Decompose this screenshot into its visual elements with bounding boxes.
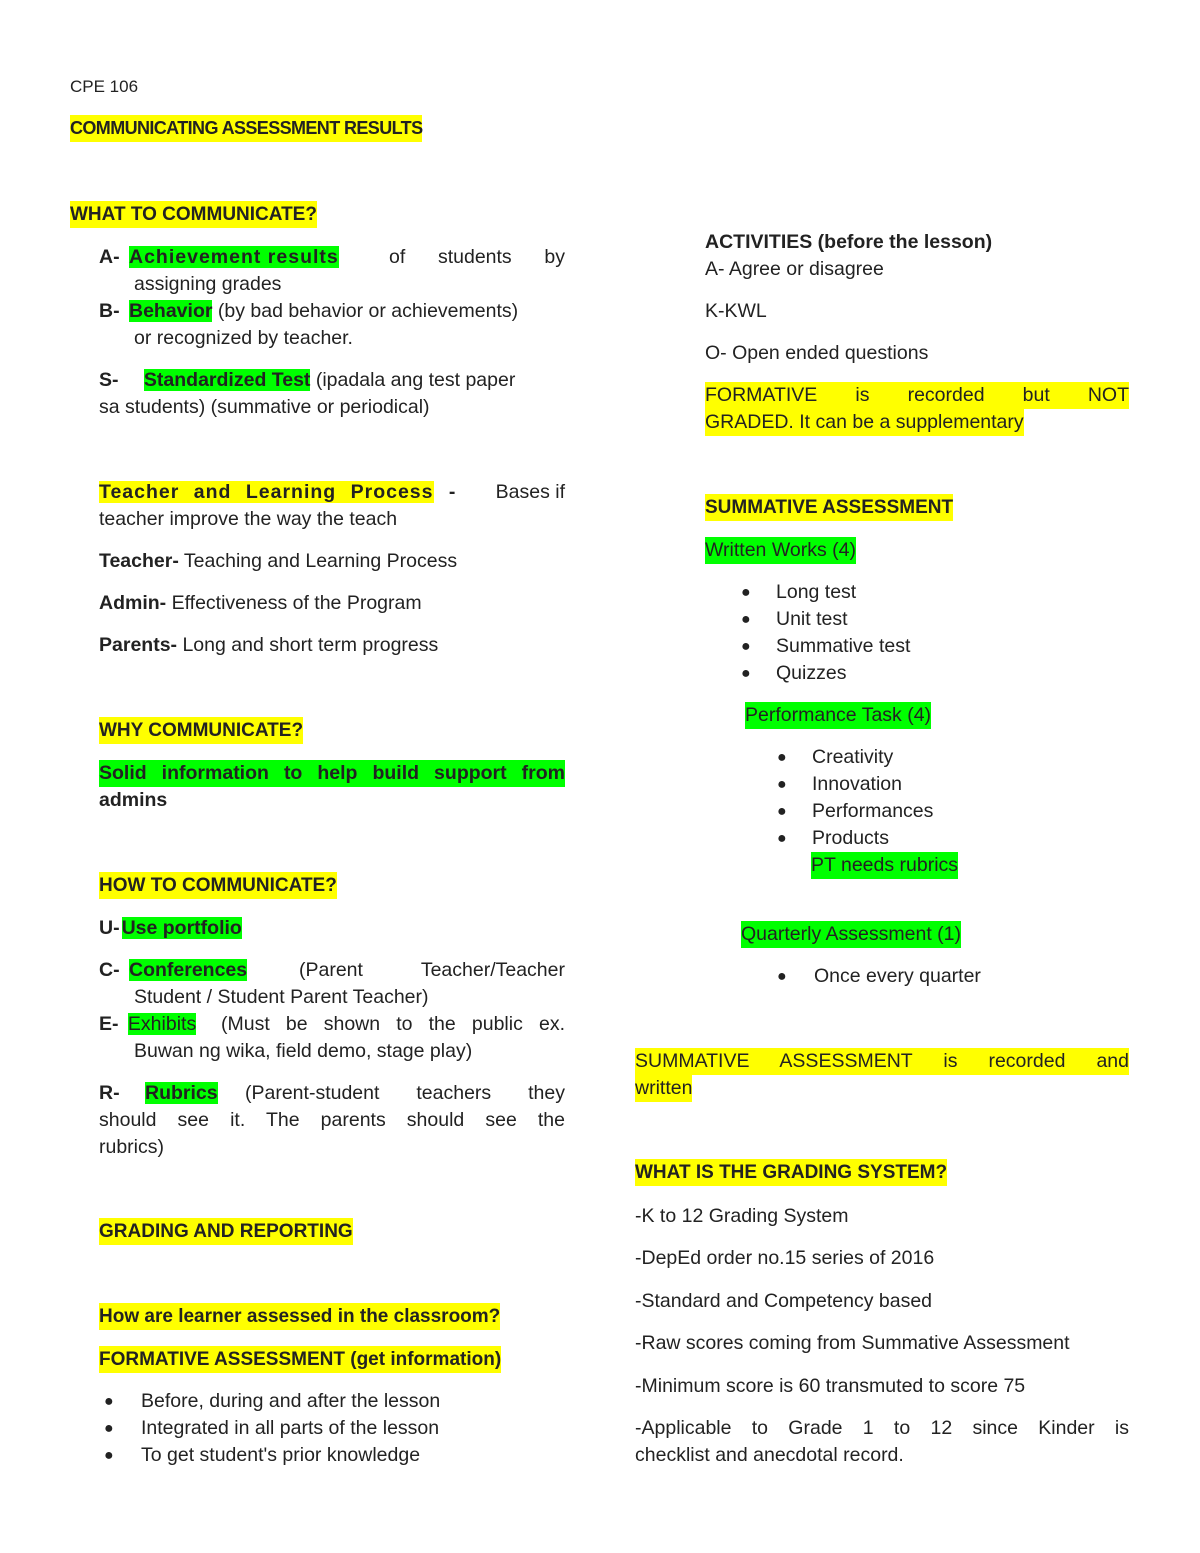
- item-e-cont: Buwan ng wika, field demo, stage play): [134, 1040, 473, 1062]
- item-e: E- Exhibits (Must be shown to the public ex.: [99, 1013, 565, 1035]
- term-tlp: Teacher and Learning Process: [99, 481, 434, 503]
- tlp-cont: teacher improve the way the teach: [99, 508, 398, 530]
- admin-line: Admin- Effectiveness of the Program: [99, 592, 422, 614]
- why-line2: admins: [99, 789, 168, 811]
- grading-system-heading: WHAT IS THE GRADING SYSTEM?: [635, 1159, 947, 1186]
- list-item: ● Creativity: [777, 746, 894, 768]
- course-code: CPE 106: [70, 77, 139, 96]
- list-item: ● Summative test: [741, 635, 911, 657]
- list-item: ● Once every quarter: [777, 965, 981, 987]
- grading-heading: GRADING AND REPORTING: [99, 1218, 353, 1245]
- system-line-6b: checklist and anecdotal record.: [635, 1444, 904, 1466]
- parents-line: Parents- Long and short term progress: [99, 634, 439, 656]
- formative-heading: FORMATIVE ASSESSMENT (get information): [99, 1346, 501, 1373]
- activity-k: K-KWL: [705, 300, 767, 322]
- item-c-cont: Student / Student Parent Teacher): [134, 986, 429, 1008]
- summative-heading: SUMMATIVE ASSESSMENT: [705, 494, 953, 521]
- why-heading: WHY COMMUNICATE?: [99, 717, 303, 744]
- item-r-cont2: rubrics): [99, 1136, 165, 1158]
- activity-o: O- Open ended questions: [705, 342, 929, 364]
- document-title: COMMUNICATING ASSESSMENT RESULTS: [70, 115, 422, 142]
- term-exhibits: Exhibits: [127, 1013, 197, 1035]
- system-line-6a: -Applicable to Grade 1 to 12 since Kinder is: [635, 1417, 1129, 1439]
- item-r-cont1: should see it. The parents should see the: [99, 1109, 565, 1131]
- formative-note1: FORMATIVE is recorded but NOT: [705, 382, 1129, 409]
- pt-rubrics-note: PT needs rubrics: [811, 852, 958, 879]
- quarterly-label: Quarterly Assessment (1): [741, 921, 961, 948]
- term-rubrics: Rubrics: [145, 1082, 218, 1104]
- performance-task-label: Performance Task (4): [745, 702, 931, 729]
- system-line-5: -Minimum score is 60 transmuted to score 75: [635, 1375, 1026, 1397]
- system-line-3: -Standard and Competency based: [635, 1290, 933, 1312]
- item-s-cont: sa students) (summative or periodical): [99, 396, 430, 418]
- written-works-label: Written Works (4): [705, 537, 856, 564]
- what-heading: WHAT TO COMMUNICATE?: [70, 201, 317, 228]
- item-u: U- Use portfolio: [99, 917, 242, 939]
- how-heading: HOW TO COMMUNICATE?: [99, 872, 337, 899]
- item-r: R- Rubrics (Parent-student teachers they: [99, 1082, 565, 1104]
- grading-question: How are learner assessed in the classroom?: [99, 1303, 500, 1330]
- formative-note2: GRADED. It can be a supplementary: [705, 409, 1024, 436]
- list-item: ● Long test: [741, 581, 857, 603]
- item-c: C- Conferences (Parent Teacher/Teacher: [99, 959, 565, 981]
- item-b-cont: or recognized by teacher.: [134, 327, 353, 349]
- summative-note1: SUMMATIVE ASSESSMENT is recorded and: [635, 1048, 1129, 1075]
- term-portfolio: Use portfolio: [121, 917, 242, 939]
- item-s: S- Standardized Test (ipadala ang test paper: [99, 369, 516, 391]
- item-a-cont: assigning grades: [134, 273, 282, 295]
- term-behavior: Behavior: [129, 300, 213, 322]
- list-item: ● Unit test: [741, 608, 848, 630]
- teacher-line: Teacher- Teaching and Learning Process: [99, 550, 458, 572]
- system-line-2: -DepEd order no.15 series of 2016: [635, 1247, 935, 1269]
- system-line-4: -Raw scores coming from Summative Assessment: [635, 1332, 1070, 1354]
- list-item: ● Innovation: [777, 773, 902, 795]
- system-line-1: -K to 12 Grading System: [635, 1205, 849, 1227]
- why-line1: Solid information to help build support from: [99, 760, 565, 787]
- activities-heading: ACTIVITIES (before the lesson): [705, 231, 993, 253]
- term-conferences: Conferences: [129, 959, 248, 981]
- term-achievement: Achievement results: [129, 246, 339, 268]
- list-item: ● Performances: [777, 800, 934, 822]
- term-standardized: Standardized Test: [143, 369, 311, 391]
- summative-note2: written: [635, 1075, 692, 1102]
- list-item: ● Integrated in all parts of the lesson: [104, 1417, 440, 1439]
- list-item: ● Before, during and after the lesson: [104, 1390, 441, 1412]
- item-b: B- Behavior (by bad behavior or achievements): [99, 300, 519, 322]
- item-a: A- Achievement results of students by: [99, 246, 565, 268]
- tlp-line: Teacher and Learning Process - Bases if: [99, 481, 565, 503]
- list-item: ● To get student's prior knowledge: [104, 1444, 421, 1466]
- list-item: ● Quizzes: [741, 662, 847, 684]
- list-item: ● Products: [777, 827, 889, 849]
- activity-a: A- Agree or disagree: [705, 258, 884, 280]
